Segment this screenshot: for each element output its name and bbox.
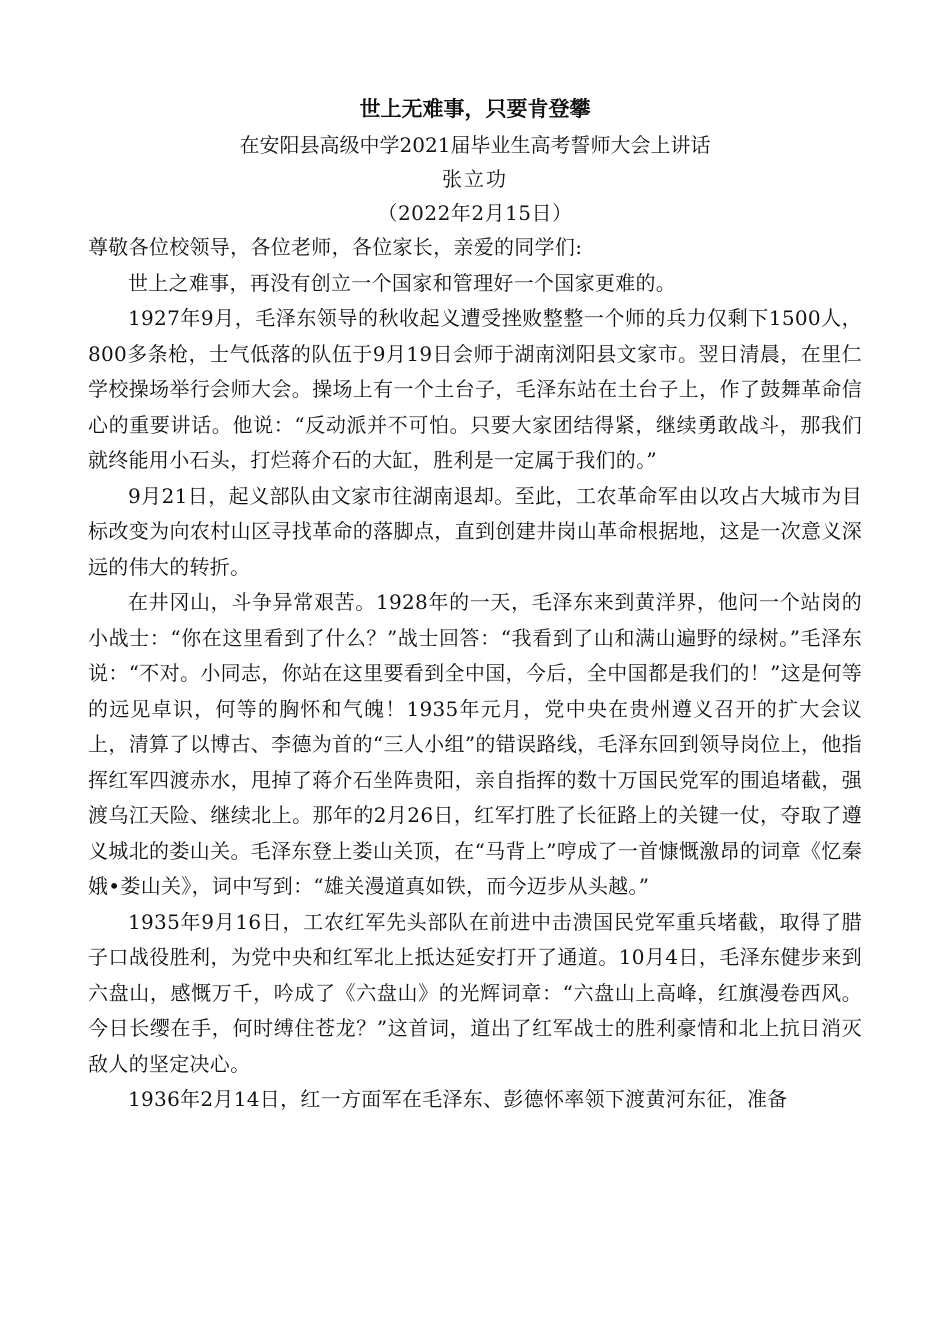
paragraph: 1935年9月16日，工农红军先头部队在前进中击溃国民党军重兵堵截，取得了腊子口战役胜利，为党中央和红军北上抵达延安打开了通道。10月4日，毛泽东健步来到六盘山，感慨万千，吟成了《六盘山》的光辉词章：“六盘山上高峰，红旗漫卷西风。今日长缨在手，何时缚住苍龙？”这首词，道出了红军战士的胜利豪情和北上抗日消灭敌人的坚定决心。 <box>88 909 862 1076</box>
paragraph: 1936年2月14日，红一方面军在毛泽东、彭德怀率领下渡黄河东征，准备 <box>128 1087 788 1111</box>
document-author: 张立功 <box>442 167 508 191</box>
document-title: 世上无难事，只要肯登攀 <box>359 96 591 121</box>
document-subtitle: 在安阳县高级中学2021届毕业生高考誓师大会上讲话 <box>239 133 711 157</box>
document-date: （2022年2月15日） <box>377 201 573 225</box>
salutation: 尊敬各位校领导，各位老师，各位家长，亲爱的同学们: <box>88 235 583 259</box>
document-page <box>88 92 862 1118</box>
paragraph: 在井冈山，斗争异常艰苦。1928年的一天，毛泽东来到黄洋界，他问一个站岗的小战士：“你在这里看到了什么？”战士回答：“我看到了山和满山遍野的绿树。”毛泽东说：“不对。小同志，你站在这里要看到全中国，今后，全中国都是我们的！”这是何等的远见卓识，何等的胸怀和气魄！1935年元月，党中央在贵州遵义召开的扩大会议上，清算了以博古、李德为首的“三人小组”的错误路线，毛泽东回到领导岗位上，他指挥红军四渡赤水，甩掉了蒋介石坐阵贵阳，亲自指挥的数十万国民党军的围追堵截，强渡乌江天险、继续北上。那年的2月26日，红军打胜了长征路上的关键一仗，夺取了遵义城北的娄山关。毛泽东登上娄山关顶，在“马背上”哼成了一首慷慨激昂的词章《忆秦娥•娄山关》，词中写到：“雄关漫道真如铁，而今迈步从头越。” <box>88 590 862 898</box>
paragraph: 1927年9月，毛泽东领导的秋收起义遭受挫败整整一个师的兵力仅剩下1500人，800多条枪，士气低落的队伍于9月19日会师于湖南浏阳县文家市。翌日清晨，在里仁学校操场举行会师大会。操场上有一个土台子，毛泽东站在土台子上，作了鼓舞革命信心的重要讲话。他说：“反动派并不可怕。只要大家团结得紧，继续勇敢战斗，那我们就终能用小石头，打烂蒋介石的大缸，胜利是一定属于我们的。” <box>88 306 862 472</box>
paragraph: 9月21日，起义部队由文家市往湖南退却。至此，工农革命军由以攻占大城市为目标改变为向农村山区寻找革命的落脚点，直到创建井岗山革命根据地，这是一次意义深远的伟大的转折。 <box>88 483 862 579</box>
paragraph: 世上之难事，再没有创立一个国家和管理好一个国家更难的。 <box>128 270 677 295</box>
document-body <box>88 230 862 1118</box>
